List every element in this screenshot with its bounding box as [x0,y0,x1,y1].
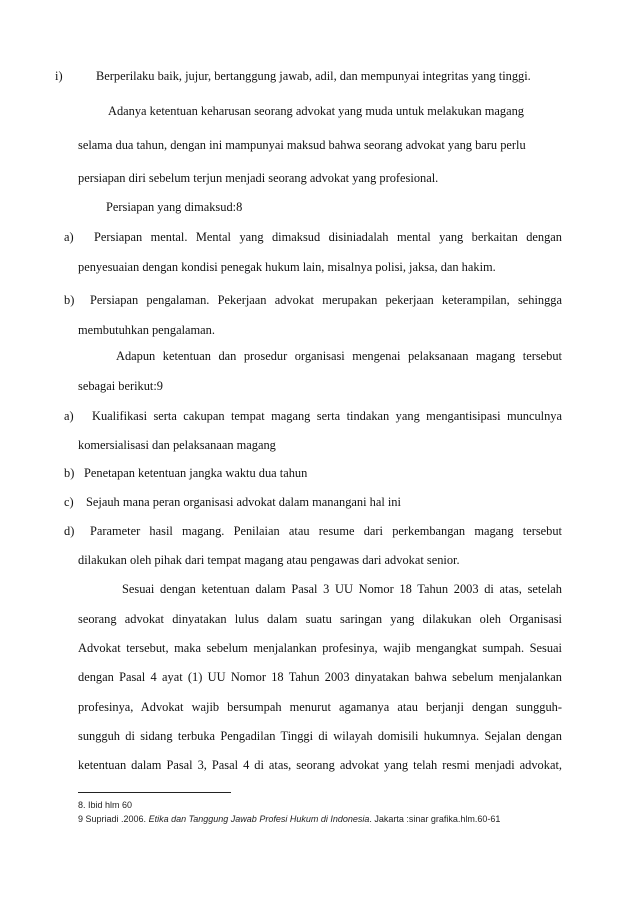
list-item-text: Persiapan pengalaman. Pekerjaan advokat merupakan pekerjaan keterampilan, sehingga [90,293,562,307]
list-item-text: Parameter hasil magang. Penilaian atau resume dari perkembangan magang tersebut [90,524,562,538]
list-marker: a) [64,230,74,244]
list-marker: a) [64,409,74,423]
paragraph-line: sungguh di sidang terbuka Pengadilan Tinggi di wilayah domisili hukumnya. Sejalan dengan [78,729,562,743]
list-marker: c) [64,495,74,509]
paragraph-line: seorang advokat dinyatakan lulus dalam suatu saringan yang dilakukan oleh Organisasi [78,612,562,626]
list-item-text: Penetapan ketentuan jangka waktu dua tahun [84,466,308,480]
list-item-text: dilakukan oleh pihak dari tempat magang atau pengawas dari advokat senior. [78,553,460,567]
footnote-8: 8. Ibid hlm 60 [78,800,133,810]
list-marker: b) [64,466,75,480]
paragraph-line: dengan Pasal 4 ayat (1) UU Nomor 18 Tahun 2003 dinyatakan bahwa sebelum menjalankan [78,670,562,684]
list-item-text: Kualifikasi serta cakupan tempat magang serta tindakan yang mengantisipasi munculnya [92,409,562,423]
list-marker: b) [64,293,75,307]
footnote-9-title: Etika dan Tanggung Jawab Profesi Hukum di Indonesia [148,814,370,824]
paragraph-line: Adanya ketentuan keharusan seorang advokat yang muda untuk melakukan magang [108,104,524,118]
paragraph-line: Sesuai dengan ketentuan dalam Pasal 3 UU Nomor 18 Tahun 2003 di atas, setelah [122,582,562,596]
paragraph-line: Adapun ketentuan dan prosedur organisasi mengenai pelaksanaan magang tersebut [116,349,562,363]
paragraph-line: ketentuan dalam Pasal 3, Pasal 4 di atas, seorang advokat yang telah resmi menjadi advokat, [78,758,562,772]
paragraph-line: Advokat tersebut, maka sebelum menjalankan profesinya, wajib mengangkat sumpah. Sesuai [78,641,562,655]
list-item-text: Berperilaku baik, jujur, bertanggung jawab, adil, dan mempunyai integritas yang tinggi. [96,69,531,83]
footnote-9-suffix: . Jakarta :sinar grafika.hlm.60-61 [369,814,501,824]
paragraph-line: persiapan diri sebelum terjun menjadi seorang advokat yang profesional. [78,171,439,185]
footnote-9-prefix: 9 Supriadi .2006. [78,814,149,824]
list-item-text: Persiapan mental. Mental yang dimaksud disiniadalah mental yang berkaitan dengan [94,230,562,244]
footnote-separator [78,792,231,793]
paragraph-line: Persiapan yang dimaksud:8 [106,200,243,214]
list-marker: i) [55,69,63,83]
list-marker: d) [64,524,75,538]
paragraph-line: selama dua tahun, dengan ini mampunyai maksud bahwa seorang advokat yang baru perlu [78,138,526,152]
list-item-text: penyesuaian dengan kondisi penegak hukum lain, misalnya polisi, jaksa, dan hakim. [78,260,496,274]
list-item-text: membutuhkan pengalaman. [78,323,215,337]
list-item-text: komersialisasi dan pelaksanaan magang [78,438,276,452]
paragraph-line: profesinya, Advokat wajib bersumpah menurut agamanya atau berjanji dengan sungguh- [78,700,562,714]
list-item-text: Sejauh mana peran organisasi advokat dalam manangani hal ini [86,495,401,509]
footnote-9 [78,813,500,825]
paragraph-line: sebagai berikut:9 [78,379,163,393]
